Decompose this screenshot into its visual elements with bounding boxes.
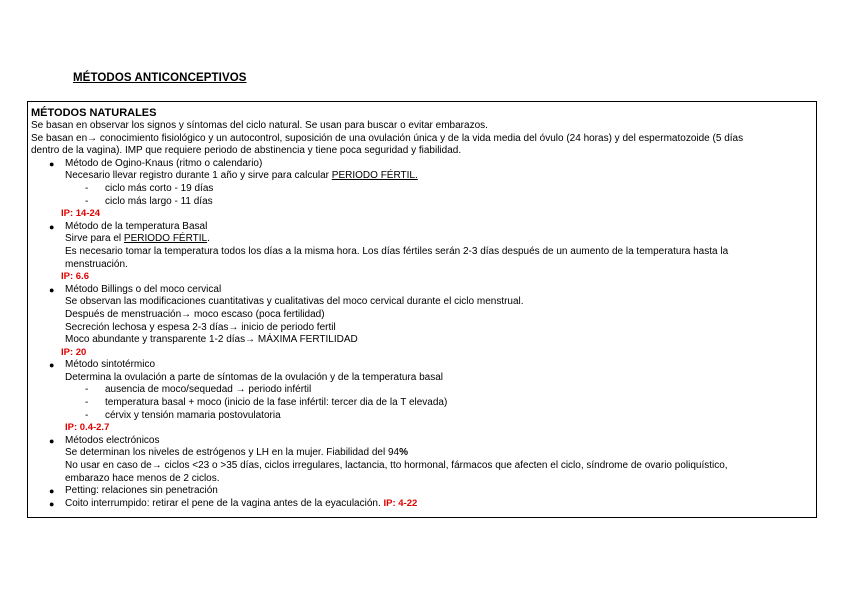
page-title: MÉTODOS ANTICONCEPTIVOS (73, 72, 247, 84)
methods-list (31, 158, 813, 511)
method-desc: Después de menstruación→ moco escaso (poca fertilidad) (65, 308, 325, 320)
method-coito (31, 498, 813, 511)
method-name: Métodos electrónicos (65, 434, 160, 446)
bullet-icon: ● (49, 221, 55, 232)
bullet-icon: ● (49, 486, 55, 497)
list-item: - temperatura basal + moco (inicio de la fase infértil: tercer dia de la T elevada) (85, 397, 448, 409)
method-desc: menstruación. (65, 258, 128, 270)
pearl-index: IP: 4-22 (383, 497, 418, 509)
method-ogino (31, 158, 813, 221)
method-name: Petting: relaciones sin penetración (65, 485, 218, 497)
section-heading: MÉTODOS NATURALES (31, 107, 157, 119)
list-item: - ciclo más largo - 11 días (85, 195, 213, 207)
method-name: Método sintotérmico (65, 359, 156, 371)
list-item: - cérvix y tensión mamaria postovulatoria (85, 409, 281, 421)
ogino-items (65, 183, 813, 208)
method-name: Método de Ogino-Knaus (ritmo o calendario) (65, 157, 263, 169)
method-sintotermico (31, 359, 813, 435)
fertile-period-link: PERIODO FÉRTIL (123, 233, 208, 245)
method-name: Coito interrumpido: retirar el pene de la vagina antes de la eyaculación. IP: 4-22 (65, 497, 418, 509)
pearl-index: IP: 6.6 (61, 271, 89, 283)
intro-line: Se basan en→ conocimiento fisiológico y un autocontrol, suposición de una ovulación única y de la vida media del óvulo (24 horas) y del espermatozoide (5 días (31, 132, 744, 144)
method-desc: No usar en caso de→ ciclos <23 o >35 días, ciclos irregulares, lactancia, tto hormonal, fármacos que afecten el ciclo, síndrome de ovario poliquístico, (65, 460, 728, 472)
bullet-icon: ● (49, 498, 55, 509)
method-desc: Necesario llevar registro durante 1 año y sirve para calcular PERIODO FÉRTIL. (65, 170, 418, 182)
method-desc: Secreción lechosa y espesa 2-3 días→ inicio de periodo fertil (65, 321, 336, 333)
method-petting (31, 485, 813, 498)
bullet-icon: ● (49, 360, 55, 371)
method-temperatura (31, 221, 813, 284)
intro-line: Se basan en observar los signos y síntomas del ciclo natural. Se usan para buscar o evitar embarazos. (31, 120, 488, 131)
method-desc: embarazo hace menos de 2 ciclos. (65, 472, 220, 484)
bullet-icon: ● (49, 158, 55, 169)
method-electronicos (31, 435, 813, 485)
method-desc: Se determinan los niveles de estrógenos y LH en la mujer. Fiabilidad del 94% (65, 447, 408, 459)
fertile-period-link: PERIODO FÉRTIL. (331, 170, 418, 182)
method-name: Método de la temperatura Basal (65, 220, 208, 232)
pearl-index: IP: 20 (61, 346, 87, 358)
list-item: - ciclo más corto - 19 días (85, 182, 214, 194)
sintotermico-items (65, 384, 813, 422)
method-desc: Determina la ovulación a parte de síntomas de la ovulación y de la temperatura basal (65, 371, 443, 383)
method-desc: Se observan las modificaciones cuantitativas y cualitativas del moco cervical durante el ciclo menstrual. (65, 296, 524, 308)
pearl-index: IP: 0.4-2.7 (65, 422, 110, 434)
method-desc: Sirve para el PERIODO FÉRTIL. (65, 233, 210, 245)
method-desc: Moco abundante y transparente 1-2 días→ MÁXIMA FERTILIDAD (65, 334, 358, 346)
pearl-index: IP: 14-24 (61, 208, 101, 220)
section-intro (31, 120, 813, 158)
list-item: - ausencia de moco/sequedad → periodo infértil (85, 384, 312, 396)
intro-line: dentro de la vagina). IMP que requiere periodo de abstinencia y tiene poca seguridad y fiabilidad. (31, 145, 462, 157)
bullet-icon: ● (49, 435, 55, 446)
bullet-icon: ● (49, 284, 55, 295)
method-billings (31, 284, 813, 360)
natural-methods-box (27, 101, 817, 518)
method-name: Método Billings o del moco cervical (65, 283, 222, 295)
method-desc: Es necesario tomar la temperatura todos los días a la misma hora. Los días fértiles serán 2-3 días después de un aumento de la temperatura hasta la (65, 245, 729, 257)
